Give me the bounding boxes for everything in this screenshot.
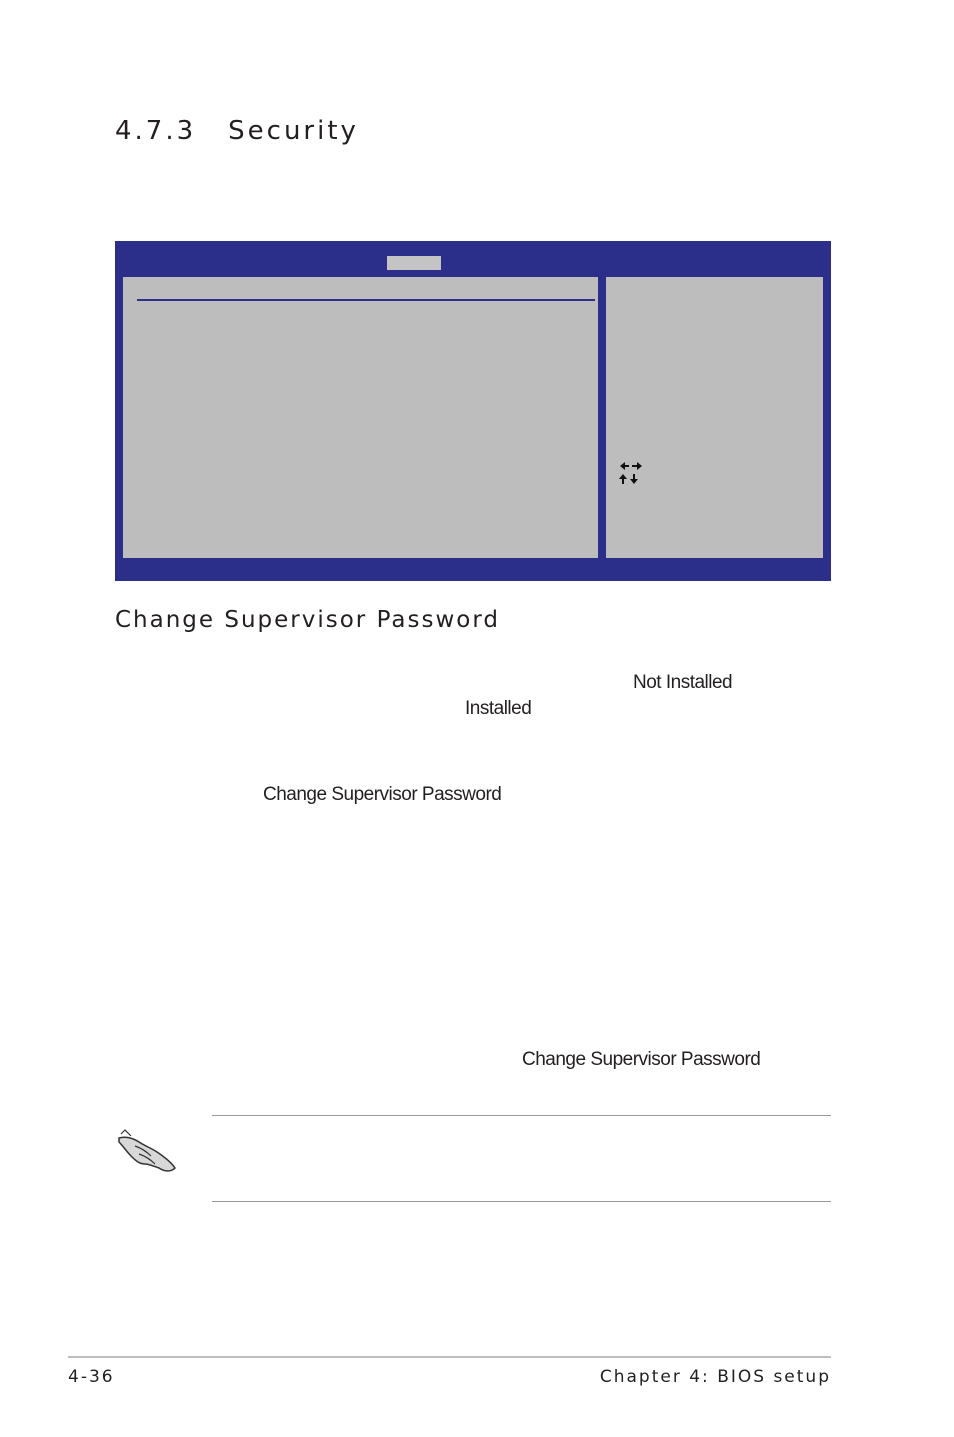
installed-text: Installed bbox=[465, 698, 532, 719]
subsection-heading: Change Supervisor Password bbox=[115, 607, 501, 633]
bios-main-panel bbox=[121, 275, 600, 560]
pointing-hand-icon bbox=[115, 1124, 179, 1176]
section-title: Security bbox=[228, 116, 359, 146]
section-heading bbox=[115, 116, 359, 146]
bios-menu-tab-selected[interactable] bbox=[387, 256, 441, 270]
bios-screenshot bbox=[115, 241, 831, 581]
change-supervisor-ref-2: Change Supervisor Password bbox=[522, 1049, 761, 1070]
note-bottom-rule bbox=[212, 1201, 831, 1202]
bios-help-panel bbox=[604, 275, 825, 560]
arrow-keys-icon bbox=[618, 461, 644, 487]
change-supervisor-ref-1: Change Supervisor Password bbox=[263, 784, 502, 805]
not-installed-text: Not Installed bbox=[633, 672, 733, 693]
note-top-rule bbox=[212, 1115, 831, 1116]
bios-panel-divider bbox=[137, 299, 595, 301]
footer-rule bbox=[68, 1356, 831, 1358]
chapter-title: Chapter 4: BIOS setup bbox=[599, 1367, 831, 1387]
section-number: 4.7.3 bbox=[115, 116, 197, 146]
page-number: 4-36 bbox=[68, 1367, 115, 1387]
